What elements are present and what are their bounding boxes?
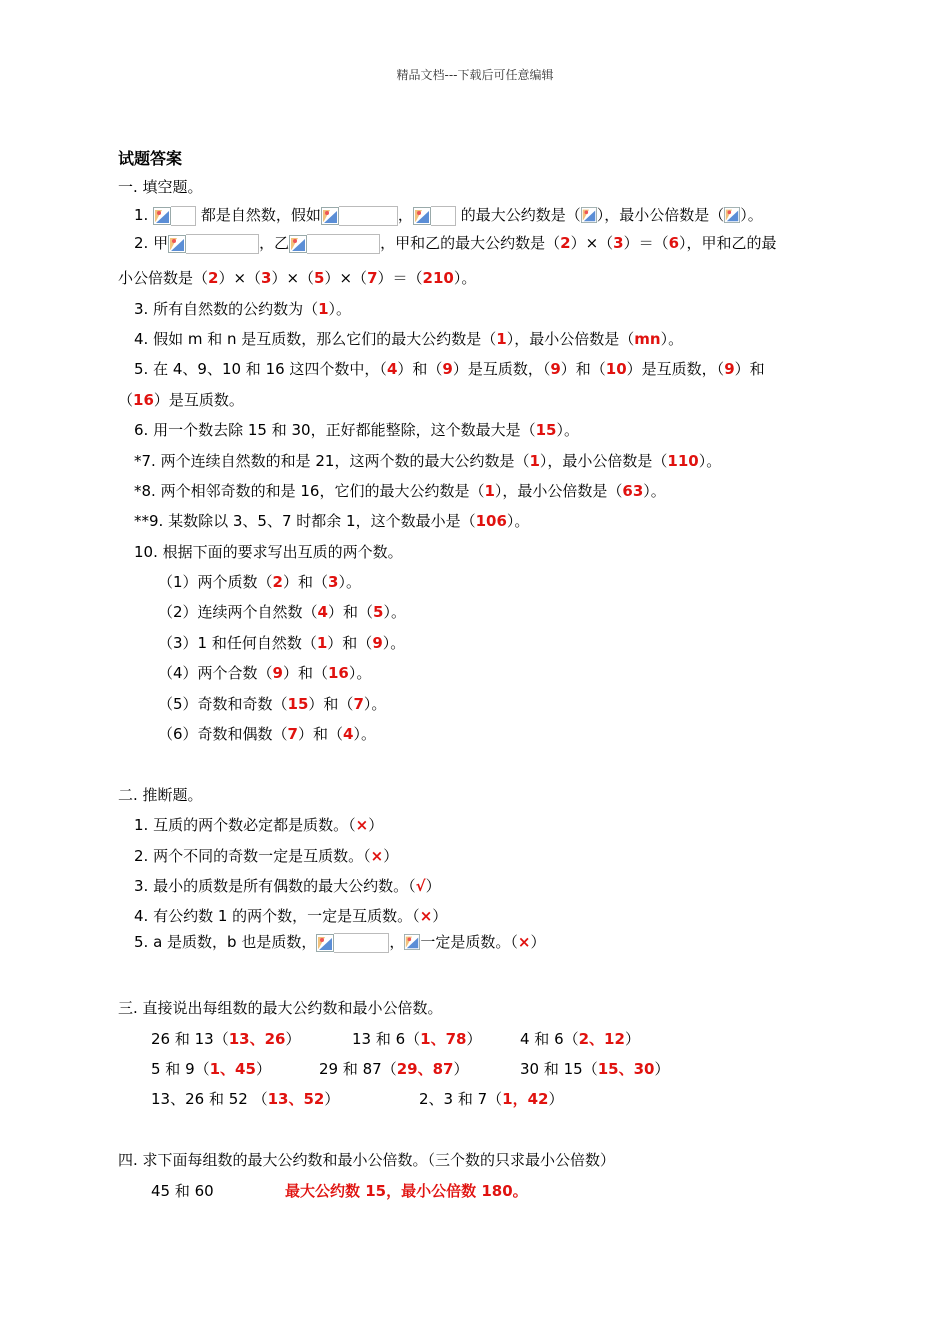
q8-line: *8. 两个相邻奇数的和是 16，它们的最大公约数是（1），最小公倍数是（63）。 [134,482,666,500]
pair-item: 2、3 和 7（1，42） [419,1090,564,1108]
pair-item: 29 和 87（29、87） [319,1060,469,1078]
q1-line: 1. 都是自然数，假如 ， 的最大公约数是（ ），最小公倍数是（ ）。 [134,206,763,224]
q10-line: 10. 根据下面的要求写出互质的两个数。 [134,543,403,561]
pair-item: 5 和 9（1、45） [151,1060,271,1078]
q3-line: 3. 所有自然数的公约数为（1）。 [134,300,352,318]
doc-title: 试题答案 [118,149,183,168]
formula-image [724,206,740,226]
q10-item: （1）两个质数（2）和（3）。 [158,573,361,591]
judge-item: 4. 有公约数 1 的两个数，一定是互质数。（×） [134,907,448,925]
pair-item: 26 和 13（13、26） [151,1030,301,1048]
formula-image [168,234,259,254]
pair-item: 4 和 6（2、12） [520,1030,640,1048]
pair-item: 30 和 15（15、30） [520,1060,670,1078]
q7-line: *7. 两个连续自然数的和是 21，这两个数的最大公约数是（1），最小公倍数是（110）。 [134,452,722,470]
section-4-heading: 四. 求下面每组数的最大公约数和最小公倍数。（三个数的只求最小公倍数） [118,1151,616,1169]
judge-item: 3. 最小的质数是所有偶数的最大公约数。（√） [134,877,441,895]
q10-item: （6）奇数和偶数（7）和（4）。 [158,725,376,743]
formula-image [316,933,389,953]
section-2-heading: 二. 推断题。 [118,786,203,804]
s4-question: 45 和 60 [151,1182,214,1200]
q10-item: （4）两个合数（9）和（16）。 [158,664,372,682]
formula-image [413,206,456,226]
formula-image [289,234,380,254]
q10-item: （5）奇数和奇数（15）和（7）。 [158,695,387,713]
q5-line: 5. 在 4、9、10 和 16 这四个数中，（4）和（9）是互质数，（9）和（10）是互质数，（9）和 [134,360,765,378]
pair-item: 13、26 和 52 （13、52） [151,1090,340,1108]
q2-line: 2. 甲 ，乙 ，甲和乙的最大公约数是（2）×（3）＝（6），甲和乙的最 [134,234,777,252]
formula-image [404,933,420,953]
judge-item: 2. 两个不同的奇数一定是互质数。（×） [134,847,399,865]
judge-item: 5. a 是质数，b 也是质数， ， 一定是质数。（×） [134,933,546,951]
judge-item: 1. 互质的两个数必定都是质数。（×） [134,816,384,834]
page-header: 精品文档---下载后可任意编辑 [396,68,554,82]
formula-image [153,206,196,226]
section-1-heading: 一. 填空题。 [118,178,203,196]
formula-image [321,206,398,226]
q5-line-cont: （16）是互质数。 [118,391,244,409]
q9-line: **9. 某数除以 3、5、7 时都余 1，这个数最小是（106）。 [134,512,530,530]
q2-line-cont: 小公倍数是（2）×（3）×（5）×（7）＝（210）。 [118,269,477,287]
q4-line: 4. 假如 m 和 n 是互质数，那么它们的最大公约数是（1），最小公倍数是（mn）。 [134,330,684,348]
section-3-heading: 三. 直接说出每组数的最大公约数和最小公倍数。 [118,999,443,1017]
q10-item: （2）连续两个自然数（4）和（5）。 [158,603,406,621]
formula-image [581,206,597,226]
q10-item: （3）1 和任何自然数（1）和（9）。 [158,634,406,652]
q6-line: 6. 用一个数去除 15 和 30，正好都能整除，这个数最大是（15）。 [134,421,579,439]
s4-answer: 最大公约数 15，最小公倍数 180。 [285,1182,528,1200]
pair-item: 13 和 6（1、78） [352,1030,482,1048]
